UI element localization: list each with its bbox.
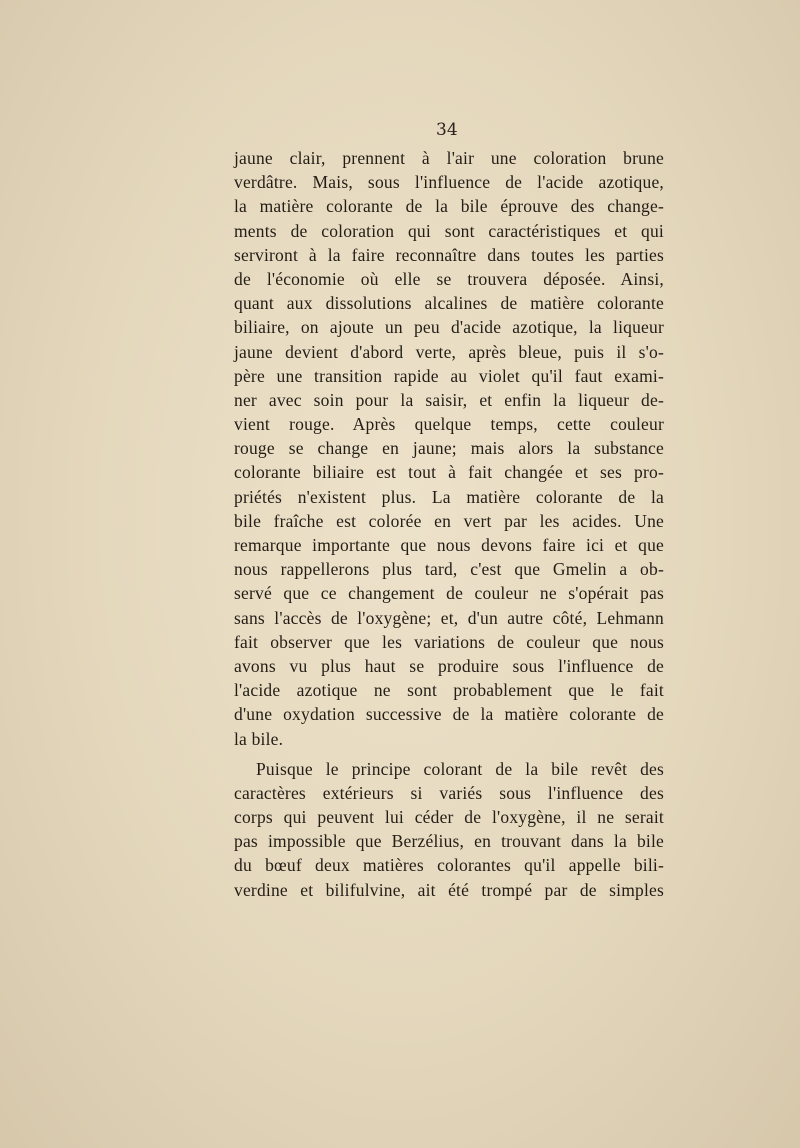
- text-line: caractères extérieurs si variés sous l'influence des: [234, 782, 664, 803]
- text-line: sans l'accès de l'oxygène; et, d'un autre côté, Lehmann: [234, 607, 664, 628]
- text-line: vient rouge. Après quelque temps, cette couleur: [234, 414, 664, 435]
- text-line: père une transition rapide au violet qu'il faut exami-: [234, 365, 664, 386]
- text-line: du bœuf deux matières colorantes qu'il appelle bili-: [234, 855, 664, 876]
- text-line: servé que ce changement de couleur ne s'opérait pas: [234, 583, 664, 604]
- text-line: serviront à la faire reconnaître dans toutes les parties: [234, 244, 664, 265]
- text-line: verdâtre. Mais, sous l'influence de l'acide azotique,: [234, 172, 664, 193]
- text-line: jaune devient d'abord verte, après bleue, puis il s'o-: [234, 341, 664, 362]
- text-line: de l'économie où elle se trouvera déposée. Ainsi,: [234, 268, 664, 289]
- body-text: [234, 146, 664, 902]
- text-line: jaune clair, prennent à l'air une coloration brune: [234, 148, 664, 168]
- text-line: remarque importante que nous devons faire ici et que: [234, 535, 664, 555]
- text-line: pas impossible que Berzélius, en trouvant dans la bile: [234, 831, 664, 852]
- text-line: colorante biliaire est tout à fait changée et ses pro-: [234, 462, 664, 483]
- paragraph: [234, 757, 664, 902]
- text-line: la bile.: [234, 728, 284, 749]
- paragraph: [234, 146, 664, 751]
- text-line: corps qui peuvent lui céder de l'oxygène, il ne serait: [234, 807, 664, 828]
- text-line: d'une oxydation successive de la matière colorante de: [234, 704, 664, 725]
- page-number: 34: [436, 120, 458, 140]
- text-line: ments de coloration qui sont caractéristiques et qui: [234, 220, 664, 241]
- text-line: rouge se change en jaune; mais alors la substance: [234, 438, 664, 459]
- text-line: priétés n'existent plus. La matière colorante de la: [234, 486, 664, 507]
- text-line: ner avec soin pour la saisir, et enfin la liqueur de-: [234, 389, 664, 410]
- text-line: avons vu plus haut se produire sous l'influence de: [234, 655, 664, 676]
- text-line: fait observer que les variations de couleur que nous: [234, 631, 664, 652]
- text-line: la matière colorante de la bile éprouve des change-: [234, 196, 664, 217]
- text-line: l'acide azotique ne sont probablement que le fait: [234, 680, 664, 701]
- text-line: bile fraîche est colorée en vert par les acides. Une: [234, 510, 664, 531]
- text-line: biliaire, on ajoute un peu d'acide azotique, la liqueur: [234, 317, 664, 338]
- text-line: Puisque le principe colorant de la bile revêt des: [256, 758, 664, 779]
- text-line: quant aux dissolutions alcalines de matière colorante: [234, 293, 664, 314]
- text-line: verdine et bilifulvine, ait été trompé par de simples: [234, 879, 664, 900]
- text-line: nous rappellerons plus tard, c'est que Gmelin a ob-: [234, 559, 664, 580]
